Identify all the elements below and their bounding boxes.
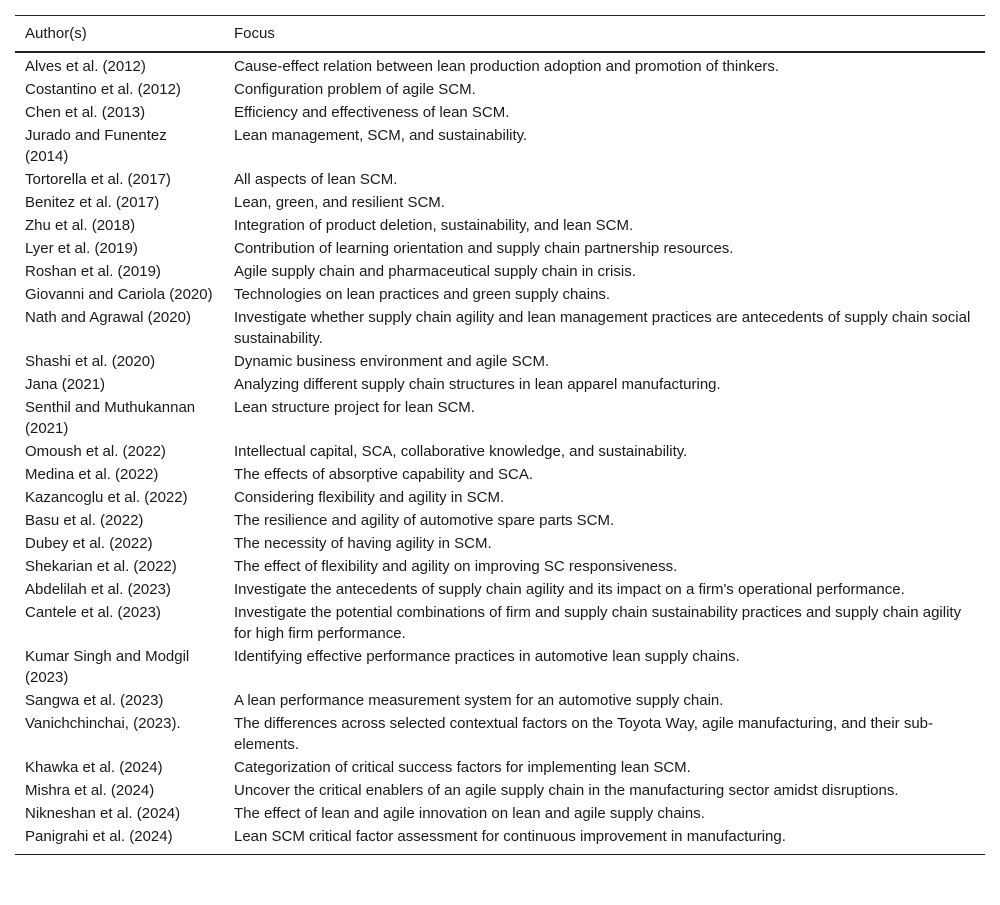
cell-author: Sangwa et al. (2023) <box>25 692 164 709</box>
cell-focus: Categorization of critical success factors for implementing lean SCM. <box>234 759 691 776</box>
cell-author: Costantino et al. (2012) <box>25 81 181 98</box>
table-row <box>15 690 985 713</box>
header-focus: Focus <box>234 25 275 42</box>
cell-focus: The resilience and agility of automotive spare parts SCM. <box>234 512 615 529</box>
cell-focus: A lean performance measurement system for an automotive supply chain. <box>234 692 724 709</box>
cell-author: Nath and Agrawal (2020) <box>25 309 191 326</box>
table-row <box>15 169 985 192</box>
table-row <box>15 713 985 757</box>
table-row <box>15 803 985 826</box>
cell-focus: Uncover the critical enablers of an agile supply chain in the manufacturing sector amidst disruptions. <box>234 782 899 799</box>
cell-focus: Lean SCM critical factor assessment for continuous improvement in manufacturing. <box>234 828 786 845</box>
cell-author: Zhu et al. (2018) <box>25 217 136 234</box>
cell-focus: All aspects of lean SCM. <box>234 171 398 188</box>
table-row <box>15 261 985 284</box>
cell-focus: Cause-effect relation between lean production adoption and promotion of thinkers. <box>234 58 780 75</box>
cell-focus: Lean management, SCM, and sustainability. <box>234 127 528 144</box>
cell-author: Alves et al. (2012) <box>25 58 146 75</box>
cell-focus: Contribution of learning orientation and supply chain partnership resources. <box>234 240 734 257</box>
table-row <box>15 780 985 803</box>
cell-author: Dubey et al. (2022) <box>25 535 153 552</box>
table-row <box>15 397 985 441</box>
table-row <box>15 510 985 533</box>
table-row <box>15 307 985 351</box>
header-author: Author(s) <box>25 25 87 42</box>
table-body <box>15 52 985 855</box>
cell-focus: Agile supply chain and pharmaceutical supply chain in crisis. <box>234 263 636 280</box>
cell-author: Senthil and Muthukannan (2021) <box>25 399 196 437</box>
table-row <box>15 79 985 102</box>
table-row <box>15 464 985 487</box>
cell-author: Basu et al. (2022) <box>25 512 144 529</box>
cell-author: Lyer et al. (2019) <box>25 240 138 257</box>
cell-author: Kazancoglu et al. (2022) <box>25 489 188 506</box>
cell-author: Benitez et al. (2017) <box>25 194 160 211</box>
cell-focus: The effects of absorptive capability and SCA. <box>234 466 534 483</box>
cell-focus: Lean, green, and resilient SCM. <box>234 194 445 211</box>
cell-focus: Analyzing different supply chain structures in lean apparel manufacturing. <box>234 376 721 393</box>
cell-focus: Investigate the potential combinations of firm and supply chain sustainability practices and supply chain agility for high firm performance. <box>234 604 962 642</box>
cell-author: Shekarian et al. (2022) <box>25 558 177 575</box>
cell-focus: Investigate the antecedents of supply chain agility and its impact on a firm's operational performance. <box>234 581 905 598</box>
table-row <box>15 757 985 780</box>
cell-focus: The effect of flexibility and agility on improving SC responsiveness. <box>234 558 678 575</box>
table-row <box>15 646 985 690</box>
table-row <box>15 102 985 125</box>
cell-author: Khawka et al. (2024) <box>25 759 163 776</box>
table-row <box>15 238 985 261</box>
cell-focus: Considering flexibility and agility in SCM. <box>234 489 505 506</box>
cell-author: Giovanni and Cariola (2020) <box>25 286 213 303</box>
table-row <box>15 579 985 602</box>
cell-focus: Identifying effective performance practices in automotive lean supply chains. <box>234 648 740 665</box>
cell-focus: Investigate whether supply chain agility and lean management practices are antecedents of supply chain social sustainability. <box>234 309 971 347</box>
cell-author: Roshan et al. (2019) <box>25 263 161 280</box>
table-row <box>15 351 985 374</box>
cell-author: Mishra et al. (2024) <box>25 782 155 799</box>
table-row <box>15 826 985 855</box>
cell-focus: Integration of product deletion, sustainability, and lean SCM. <box>234 217 634 234</box>
table-row <box>15 125 985 169</box>
table-row <box>15 533 985 556</box>
cell-author: Chen et al. (2013) <box>25 104 146 121</box>
cell-focus: The effect of lean and agile innovation on lean and agile supply chains. <box>234 805 705 822</box>
cell-focus: The necessity of having agility in SCM. <box>234 535 492 552</box>
cell-focus: Efficiency and effectiveness of lean SCM. <box>234 104 510 121</box>
cell-author: Abdelilah et al. (2023) <box>25 581 171 598</box>
cell-author: Shashi et al. (2020) <box>25 353 156 370</box>
cell-focus: Intellectual capital, SCA, collaborative knowledge, and sustainability. <box>234 443 688 460</box>
table-row <box>15 215 985 238</box>
table-row <box>15 284 985 307</box>
cell-focus: Technologies on lean practices and green supply chains. <box>234 286 611 303</box>
cell-author: Nikneshan et al. (2024) <box>25 805 181 822</box>
cell-focus: Dynamic business environment and agile SCM. <box>234 353 550 370</box>
cell-author: Cantele et al. (2023) <box>25 604 161 621</box>
cell-author: Tortorella et al. (2017) <box>25 171 171 188</box>
table-row <box>15 52 985 79</box>
cell-author: Vanichchinchai, (2023). <box>25 715 181 732</box>
table-row <box>15 487 985 510</box>
literature-table <box>15 15 985 855</box>
cell-focus: Configuration problem of agile SCM. <box>234 81 476 98</box>
table-row <box>15 441 985 464</box>
table-row <box>15 192 985 215</box>
cell-focus: Lean structure project for lean SCM. <box>234 399 475 416</box>
header-row <box>15 16 985 53</box>
cell-author: Jurado and Funentez (2014) <box>25 127 167 165</box>
cell-author: Medina et al. (2022) <box>25 466 159 483</box>
literature-table-container <box>15 15 985 855</box>
cell-author: Panigrahi et al. (2024) <box>25 828 173 845</box>
cell-author: Kumar Singh and Modgil (2023) <box>25 648 190 686</box>
cell-author: Jana (2021) <box>25 376 106 393</box>
cell-focus: The differences across selected contextual factors on the Toyota Way, agile manufacturing, and their sub-elements. <box>234 715 933 753</box>
table-header <box>15 16 985 53</box>
cell-author: Omoush et al. (2022) <box>25 443 166 460</box>
table-row <box>15 556 985 579</box>
table-row <box>15 374 985 397</box>
table-row <box>15 602 985 646</box>
